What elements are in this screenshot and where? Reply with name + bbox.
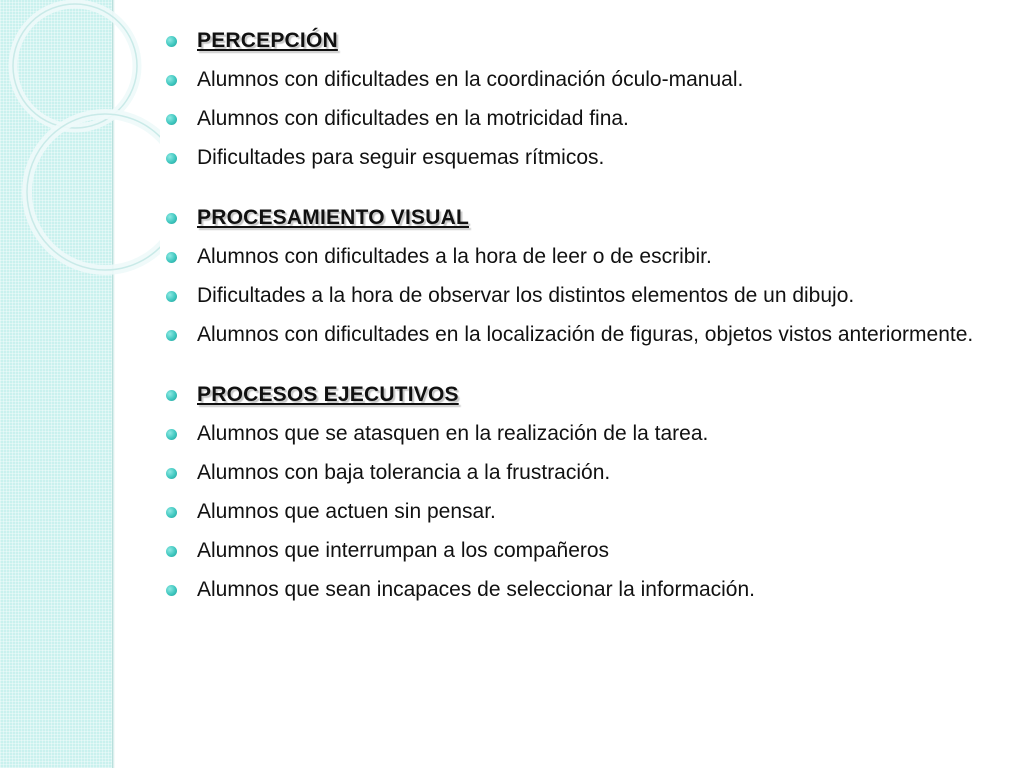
section-heading-procesamiento-visual	[160, 203, 980, 233]
list-item	[160, 320, 980, 350]
bullet-icon	[166, 252, 177, 263]
section-heading-procesos-ejecutivos	[160, 380, 980, 410]
bullet-icon	[166, 546, 177, 557]
list-item-text: Alumnos con dificultades en la localización de figuras, objetos vistos anteriormente.	[197, 323, 974, 346]
list-item	[160, 242, 980, 272]
slide-content	[160, 26, 980, 614]
list-item-text: Alumnos con dificultades en la motricidad fina.	[197, 107, 629, 130]
list-item-text: Alumnos con dificultades en la coordinación óculo-manual.	[197, 68, 744, 91]
list-item	[160, 143, 980, 173]
list-item	[160, 536, 980, 566]
decorative-rings-icon	[0, 0, 160, 300]
bullet-icon	[166, 390, 177, 401]
bullet-icon	[166, 507, 177, 518]
list-item	[160, 458, 980, 488]
list-item-text: Alumnos con baja tolerancia a la frustración.	[197, 461, 611, 484]
bullet-icon	[166, 291, 177, 302]
heading-text: PERCEPCIÓN	[197, 29, 338, 52]
bullet-icon	[166, 429, 177, 440]
list-item-text: Alumnos que actuen sin pensar.	[197, 500, 496, 523]
list-item	[160, 65, 980, 95]
bullet-icon	[166, 468, 177, 479]
bullet-icon	[166, 36, 177, 47]
list-item-text: Alumnos que se atasquen en la realización de la tarea.	[197, 422, 709, 445]
list-item	[160, 419, 980, 449]
list-item-text: Alumnos que interrumpan a los compañeros	[197, 539, 610, 562]
section-heading-percepcion	[160, 26, 980, 56]
list-item	[160, 497, 980, 527]
list-item-text: Dificultades para seguir esquemas rítmicos.	[197, 146, 605, 169]
list-item	[160, 575, 980, 605]
bullet-icon	[166, 585, 177, 596]
list-item-text: Dificultades a la hora de observar los distintos elementos de un dibujo.	[197, 284, 855, 307]
heading-text: PROCESAMIENTO VISUAL	[197, 206, 469, 229]
bullet-icon	[166, 75, 177, 86]
list-item-text: Alumnos con dificultades a la hora de leer o de escribir.	[197, 245, 712, 268]
bullet-icon	[166, 330, 177, 341]
bullet-icon	[166, 114, 177, 125]
list-item	[160, 281, 980, 311]
heading-text: PROCESOS EJECUTIVOS	[197, 383, 459, 406]
bullet-icon	[166, 153, 177, 164]
list-item	[160, 104, 980, 134]
bullet-list	[160, 26, 980, 605]
bullet-icon	[166, 213, 177, 224]
list-item-text: Alumnos que sean incapaces de seleccionar la información.	[197, 578, 755, 601]
